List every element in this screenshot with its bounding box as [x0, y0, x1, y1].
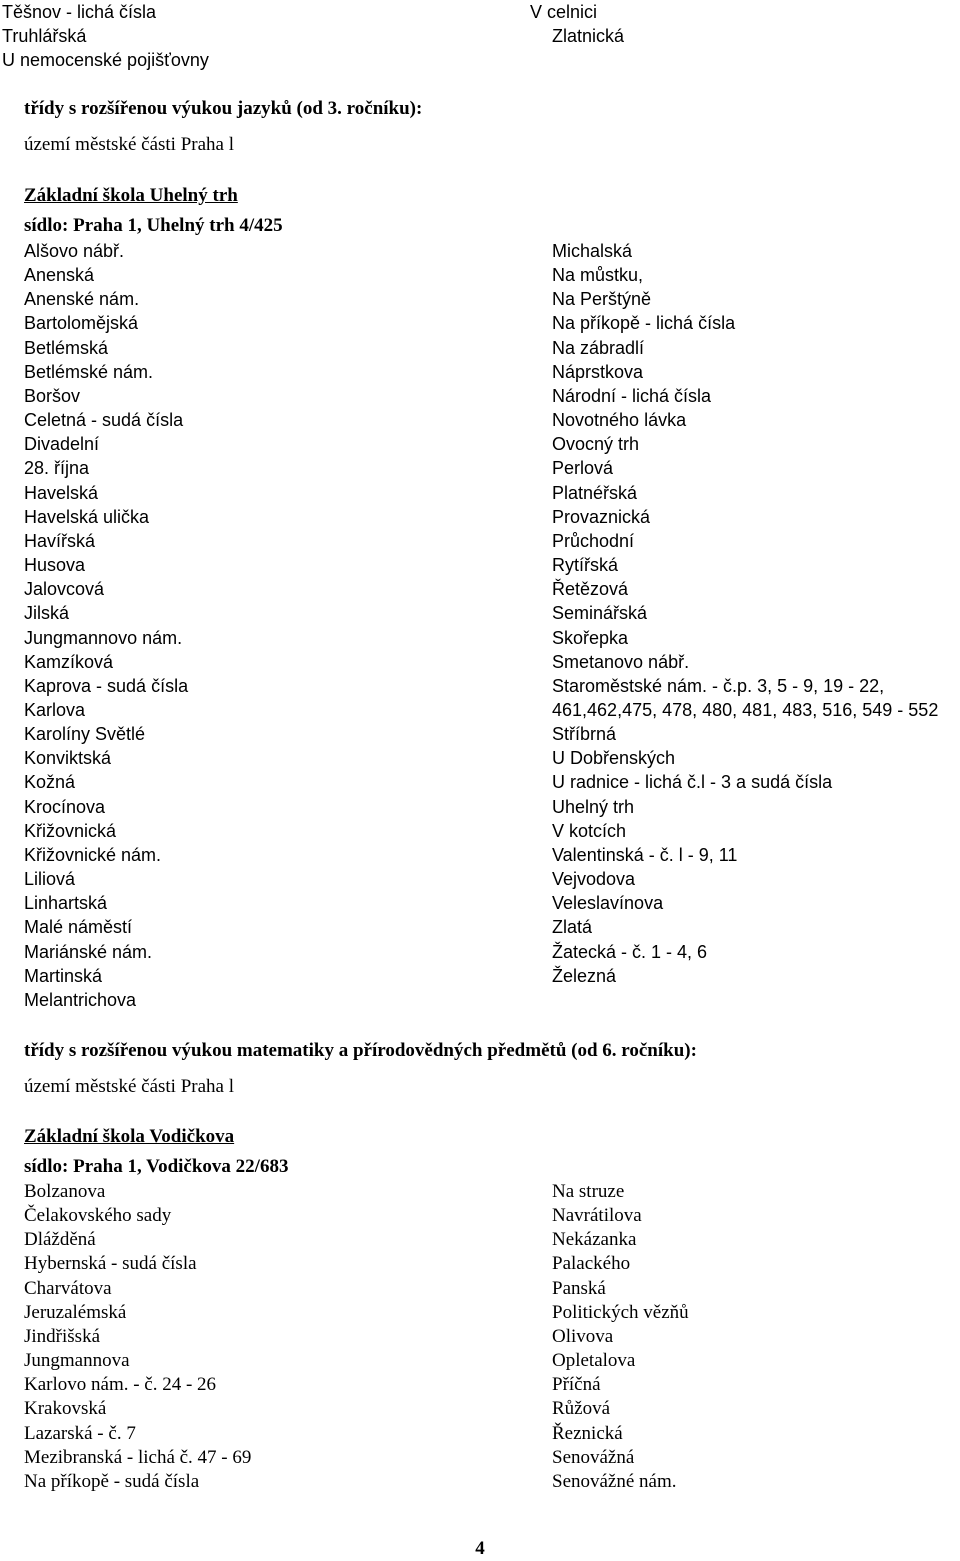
section2-right-street-list	[552, 1180, 689, 1494]
list-item: Husova	[24, 555, 86, 576]
list-item: Charvátova	[24, 1277, 112, 1299]
list-item: Rytířská	[552, 555, 619, 576]
list-item: Mezibranská - lichá č. 47 - 69	[24, 1446, 252, 1468]
list-item: Panská	[552, 1277, 606, 1299]
list-item: Skořepka	[552, 627, 629, 648]
list-item: Linhartská	[24, 893, 108, 914]
list-item: Palackého	[552, 1253, 631, 1275]
section2-school-seat: sídlo: Praha 1, Vodičkova 22/683	[24, 1156, 289, 1177]
page-number: 4	[475, 1538, 485, 1559]
list-item: Havelská ulička	[24, 506, 150, 527]
list-item: Křižovnické nám.	[24, 844, 162, 865]
list-item: Kamzíková	[24, 651, 114, 672]
section1-heading: třídy s rozšířenou výukou jazyků (od 3. ročníku):	[24, 98, 423, 119]
list-item: Melantrichova	[24, 989, 137, 1010]
list-item: Senovážná	[552, 1446, 635, 1468]
list-item: 461,462,475, 478, 480, 481, 483, 516, 549 - 552	[552, 699, 939, 720]
list-item: Mariánské nám.	[24, 941, 153, 962]
list-item: Boršov	[24, 385, 81, 406]
list-item: Martinská	[24, 965, 103, 986]
list-item: U radnice - lichá č.l - 3 a sudá čísla	[552, 772, 833, 793]
list-item: Náprstkova	[552, 361, 644, 382]
list-item: Jungmannovo nám.	[24, 627, 183, 648]
list-item: Kožná	[24, 772, 76, 793]
list-item: Alšovo nábř.	[24, 241, 125, 261]
list-item: Olivova	[552, 1325, 614, 1347]
section1-school-seat: sídlo: Praha 1, Uhelný trh 4/425	[24, 215, 283, 236]
list-item: Seminářská	[552, 603, 648, 624]
list-item: Celetná - sudá čísla	[24, 410, 184, 431]
list-item: U Dobřenských	[552, 748, 676, 769]
list-item: Opletalova	[552, 1350, 636, 1372]
list-item: Jalovcová	[24, 579, 105, 600]
list-item: Dlážděná	[24, 1229, 96, 1251]
list-item: Hybernská - sudá čísla	[24, 1253, 197, 1275]
list-item: Řeznická	[552, 1422, 623, 1444]
section2-area: území městské části Praha l	[24, 1076, 234, 1097]
list-item: Kaprova - sudá čísla	[24, 675, 189, 696]
list-item: Na zábradlí	[552, 337, 645, 358]
list-item: V kotcích	[552, 820, 627, 841]
list-item: Valentinská - č. l - 9, 11	[552, 844, 738, 865]
list-item: Stříbrná	[552, 724, 617, 745]
list-item: V celnici	[530, 2, 598, 22]
list-item: Perlová	[552, 458, 614, 479]
list-item: U nemocenské pojišťovny	[2, 50, 209, 71]
list-item: Na můstku,	[552, 265, 644, 286]
list-item: Průchodní	[552, 530, 635, 551]
list-item: Příčná	[552, 1374, 601, 1396]
section2-heading: třídy s rozšířenou výukou matematiky a přírodovědných předmětů (od 6. ročníku):	[24, 1040, 697, 1061]
list-item: Krocínova	[24, 796, 106, 817]
list-item: Jindřišská	[24, 1325, 100, 1347]
list-item: Na příkopě - sudá čísla	[24, 1470, 200, 1492]
list-item: Těšnov - lichá čísla	[2, 2, 157, 22]
list-item: Na příkopě - lichá čísla	[552, 313, 736, 334]
list-item: Novotného lávka	[552, 410, 687, 431]
list-item: Zlatá	[552, 917, 593, 938]
list-item: Smetanovo nábř.	[552, 651, 690, 672]
list-item: Lazarská - č. 7	[24, 1422, 136, 1444]
list-item: Divadelní	[24, 434, 100, 455]
section1-left-street-list	[24, 239, 188, 1012]
list-item: Krakovská	[24, 1398, 107, 1420]
section2-left-street-list	[24, 1180, 251, 1494]
list-item: Vejvodova	[552, 869, 636, 890]
list-item: Jeruzalémská	[24, 1301, 127, 1323]
list-item: Nekázanka	[552, 1229, 637, 1251]
list-item: Na struze	[552, 1181, 625, 1202]
list-item: Křižovnická	[24, 820, 117, 841]
list-item: Staroměstské nám. - č.p. 3, 5 - 9, 19 - 22,	[552, 675, 885, 696]
list-item: Anenská	[24, 265, 95, 286]
top-left-list	[2, 0, 209, 72]
list-item: Provaznická	[552, 506, 651, 527]
list-item: Bartolomějská	[24, 313, 139, 334]
list-item: Anenské nám.	[24, 289, 140, 310]
list-item: Jungmannova	[24, 1350, 130, 1372]
list-item: Růžová	[552, 1398, 611, 1420]
list-item: Žatecká - č. 1 - 4, 6	[552, 941, 708, 962]
top-right-list	[530, 0, 624, 48]
list-item: Havelská	[24, 482, 99, 503]
list-item: Malé náměstí	[24, 917, 133, 938]
section1-area: území městské části Praha l	[24, 134, 234, 155]
list-item: Železná	[552, 965, 617, 986]
list-item: Čelakovského sady	[24, 1205, 172, 1227]
list-item: Bolzanova	[24, 1181, 106, 1202]
list-item: Národní - lichá čísla	[552, 385, 712, 406]
list-item: Platnéřská	[552, 482, 638, 503]
list-item: Politických vězňů	[552, 1301, 689, 1323]
list-item: Zlatnická	[552, 26, 625, 47]
section1-school-name: Základní škola Uhelný trh	[24, 185, 238, 206]
list-item: Uhelný trh	[552, 796, 635, 817]
list-item: Veleslavínova	[552, 893, 664, 914]
list-item: Michalská	[552, 241, 633, 261]
list-item: Betlémské nám.	[24, 361, 154, 382]
list-item: Navrátilova	[552, 1205, 642, 1227]
list-item: Řetězová	[552, 579, 629, 600]
list-item: Ovocný trh	[552, 434, 640, 455]
list-item: Jilská	[24, 603, 70, 624]
section2-school-name: Základní škola Vodičkova	[24, 1126, 235, 1147]
section1-right-street-list	[552, 239, 938, 988]
list-item: Na Perštýně	[552, 289, 652, 310]
list-item: 28. října	[24, 458, 90, 479]
list-item: Karlova	[24, 699, 86, 720]
list-item: Karlovo nám. - č. 24 - 26	[24, 1374, 217, 1396]
list-item: Karolíny Světlé	[24, 724, 146, 745]
list-item: Senovážné nám.	[552, 1470, 677, 1492]
list-item: Konviktská	[24, 748, 112, 769]
list-item: Liliová	[24, 869, 76, 890]
list-item: Havířská	[24, 530, 96, 551]
list-item: Betlémská	[24, 337, 109, 358]
list-item: Truhlářská	[2, 26, 87, 47]
